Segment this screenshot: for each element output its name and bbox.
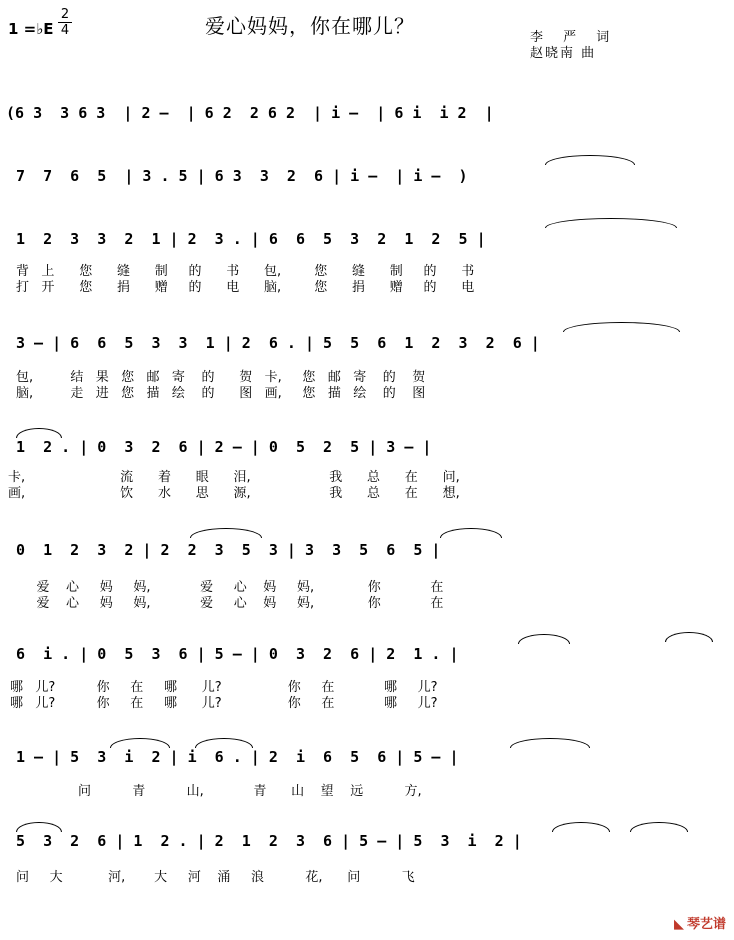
lyric-line-1: 问 大 河, 大 河 涌 浪 花, 问 飞	[16, 870, 415, 885]
slur	[545, 218, 677, 228]
page-title: 爱心妈妈，你在哪儿？	[205, 14, 415, 38]
watermark-logo	[674, 913, 726, 932]
slur	[563, 322, 680, 332]
lyric-line-2: 哪 儿? 你 在 哪 儿? 你 在 哪 儿?	[10, 696, 438, 711]
lyric-line-2: 打 开 您 捐 赠 的 电 脑, 您 捐 赠 的 电	[16, 280, 475, 295]
slur	[518, 634, 570, 644]
key-signature: 1 =♭E	[8, 20, 54, 38]
lyricist-credit: 李 严 词	[530, 30, 618, 45]
slur	[16, 822, 62, 832]
logo-icon: ◣	[673, 917, 684, 932]
lyric-line-2: 画, 饮 水 思 源, 我 总 在 想,	[8, 486, 460, 501]
lyric-line-1: 卡, 流 着 眼 泪, 我 总 在 问,	[8, 470, 460, 485]
slur	[190, 528, 262, 538]
tie-slur	[545, 155, 635, 165]
lyric-line-1: 爱 心 妈 妈, 爱 心 妈 妈, 你 在	[20, 580, 444, 595]
slur	[510, 738, 590, 748]
score-row-9: 5 3 2 6 | 1 2 . | 2 1 2 3 6 | 5 – | 5 3 i 2 |	[16, 832, 522, 850]
score-row-8: 1 – | 5 3 i 2 | i 6 . | 2 i 6 5 6 | 5 – |	[16, 748, 459, 766]
slur	[552, 822, 610, 832]
slur	[440, 528, 502, 538]
score-row-3: 1 2 3 3 2 1 | 2 3 . | 6 6 5 3 2 1 2 5 |	[16, 230, 486, 248]
lyric-line-1: 哪 儿? 你 在 哪 儿? 你 在 哪 儿?	[10, 680, 438, 695]
score-row-7: 6 i . | 0 5 3 6 | 5 – | 0 3 2 6 | 2 1 . |	[16, 645, 459, 663]
score-row-1: (6 3 3 6 3 | 2 – | 6 2 2 6 2 | i – | 6 i i 2 |	[6, 104, 494, 122]
lyric-line-1: 包, 结 果 您 邮 寄 的 贺 卡, 您 邮 寄 的 贺	[16, 370, 426, 385]
slur	[110, 738, 170, 748]
slur	[630, 822, 688, 832]
tie-slur	[665, 632, 713, 642]
composer-credit: 赵晓南 曲	[530, 46, 597, 61]
lyric-line-2: 爱 心 妈 妈, 爱 心 妈 妈, 你 在	[20, 596, 444, 611]
score-row-2: 7 7 6 5 | 3 . 5 | 6 3 3 2 6 | i – | i – )	[16, 167, 468, 185]
time-signature	[58, 8, 72, 37]
meter-bottom: 4	[60, 23, 70, 38]
lyric-line-2: 脑, 走 进 您 描 绘 的 图 画, 您 描 绘 的 图	[16, 386, 426, 401]
lyric-line-1: 背 上 您 缝 制 的 书 包, 您 缝 制 的 书	[16, 264, 475, 279]
slur	[16, 428, 62, 438]
score-row-5: 1 2 . | 0 3 2 6 | 2 – | 0 5 2 5 | 3 – |	[16, 438, 432, 456]
slur	[195, 738, 253, 748]
meter-top: 2	[60, 7, 70, 22]
watermark-text: 琴艺谱	[686, 917, 726, 932]
lyric-line-1: 问 青 山, 青 山 望 远 方,	[16, 784, 422, 799]
score-row-6: 0 1 2 3 2 | 2 2 3 5 3 | 3 3 5 6 5 |	[16, 541, 441, 559]
score-row-4: 3 – | 6 6 5 3 3 1 | 2 6 . | 5 5 6 1 2 3 2 6 |	[16, 334, 540, 352]
